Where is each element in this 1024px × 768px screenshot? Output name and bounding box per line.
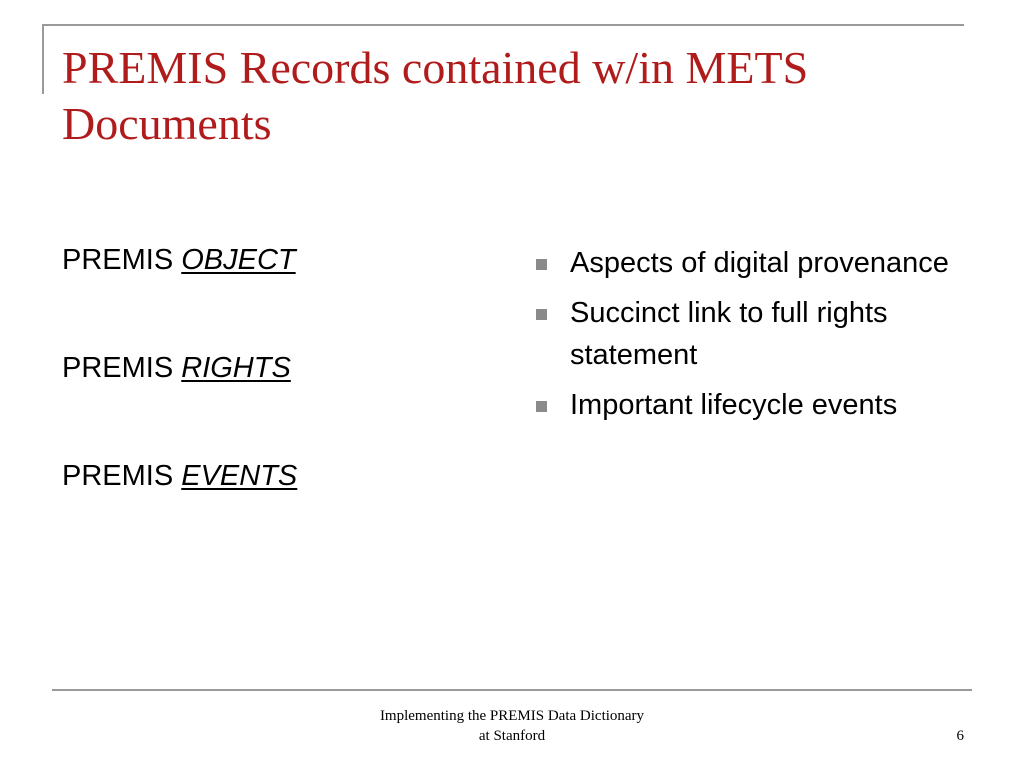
premis-object-item (62, 240, 492, 280)
item-term: RIGHTS (181, 352, 291, 384)
premis-record-list (62, 240, 492, 564)
footer-rule (52, 689, 972, 691)
item-prefix: PREMIS (62, 244, 182, 276)
description-bullet-list (534, 242, 964, 434)
item-prefix: PREMIS (62, 460, 182, 492)
slide-title: PREMIS Records contained w/in METS Documents (62, 42, 809, 149)
bullet-item-provenance (534, 242, 964, 284)
bullet-item-rights-link (534, 292, 964, 376)
bullet-item-lifecycle-events (534, 384, 964, 426)
frame-left-rule (42, 24, 44, 94)
premis-events-item (62, 456, 492, 496)
item-prefix: PREMIS (62, 352, 182, 384)
bullet-text: Aspects of digital provenance (570, 247, 949, 279)
square-bullet-icon (536, 401, 547, 412)
item-term: OBJECT (181, 244, 296, 276)
item-term: EVENTS (181, 460, 298, 492)
frame-top-rule (42, 24, 964, 26)
premis-rights-item (62, 348, 492, 388)
bullet-text: Succinct link to full rights statement (570, 297, 888, 371)
square-bullet-icon (536, 259, 547, 270)
bullet-text: Important lifecycle events (570, 389, 898, 421)
footer-caption (312, 706, 712, 746)
footer-line-1: Implementing the PREMIS Data Dictionary (379, 708, 645, 724)
page-number: 6 (956, 728, 964, 744)
footer-line-2: at Stanford (478, 728, 546, 744)
square-bullet-icon (536, 309, 547, 320)
